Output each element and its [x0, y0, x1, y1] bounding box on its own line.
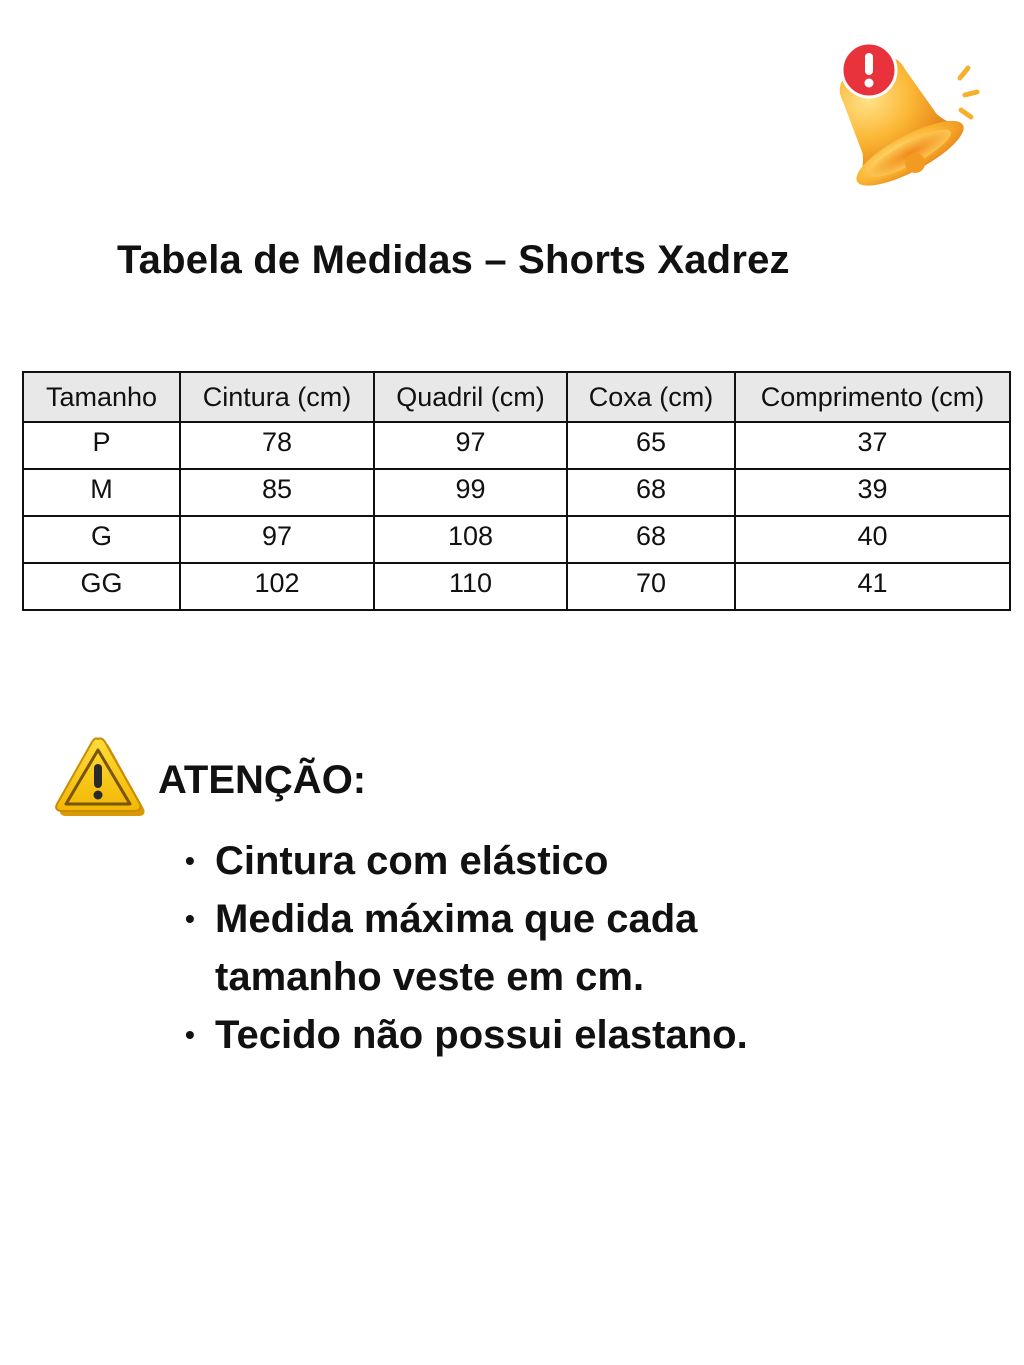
table-row — [23, 563, 1010, 610]
table-cell: 85 — [180, 469, 374, 516]
table-cell: 108 — [374, 516, 567, 563]
size-table — [22, 371, 1011, 611]
list-item-text: Tecido não possui elastano. — [215, 1013, 748, 1057]
list-item — [185, 832, 825, 890]
table-cell: 70 — [567, 563, 735, 610]
header-coxa: Coxa (cm) — [567, 372, 735, 422]
table-cell: 68 — [567, 516, 735, 563]
table-cell: 110 — [374, 563, 567, 610]
list-item — [185, 1006, 825, 1064]
table-cell: 102 — [180, 563, 374, 610]
attention-list — [185, 832, 825, 1064]
table-cell: M — [23, 469, 180, 516]
bullet: • — [185, 845, 195, 876]
table-cell: 97 — [180, 516, 374, 563]
table-cell: 68 — [567, 469, 735, 516]
warning-triangle-icon — [54, 734, 146, 818]
attention-heading: ATENÇÃO: — [158, 758, 367, 802]
bullet: • — [185, 1019, 195, 1050]
page-title: Tabela de Medidas – Shorts Xadrez — [117, 238, 790, 282]
table-cell: 99 — [374, 469, 567, 516]
list-item — [185, 890, 825, 1006]
table-cell: 65 — [567, 422, 735, 469]
table-cell: P — [23, 422, 180, 469]
table-cell: GG — [23, 563, 180, 610]
header-tamanho: Tamanho — [23, 372, 180, 422]
table-header-row — [23, 372, 1010, 422]
table-cell: 39 — [735, 469, 1010, 516]
bullet: • — [185, 903, 195, 934]
list-item-text: Cintura com elástico — [215, 839, 609, 883]
table-cell: 37 — [735, 422, 1010, 469]
table-cell: 78 — [180, 422, 374, 469]
table-cell: 97 — [374, 422, 567, 469]
table-row — [23, 516, 1010, 563]
table-row — [23, 422, 1010, 469]
bell-alert-icon — [815, 40, 985, 195]
table-cell: 40 — [735, 516, 1010, 563]
header-quadril: Quadril (cm) — [374, 372, 567, 422]
table-row — [23, 469, 1010, 516]
table-cell: G — [23, 516, 180, 563]
header-comprimento: Comprimento (cm) — [735, 372, 1010, 422]
list-item-text: Medida máxima que cada tamanho veste em cm. — [215, 897, 698, 999]
header-cintura: Cintura (cm) — [180, 372, 374, 422]
table-cell: 41 — [735, 563, 1010, 610]
